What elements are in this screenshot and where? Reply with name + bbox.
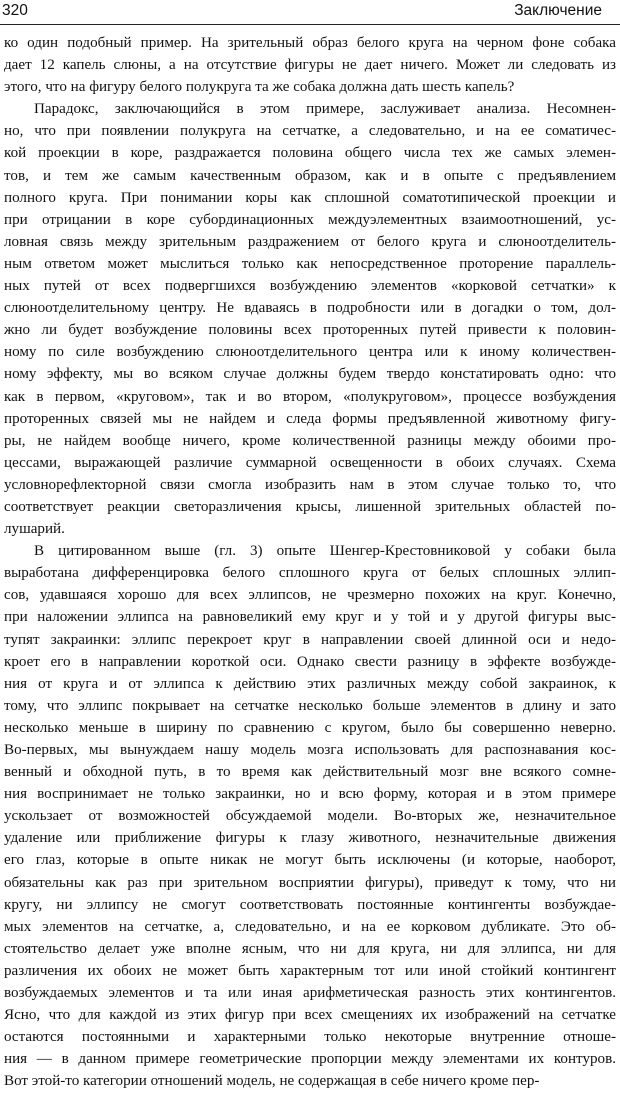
text-line: при наложении эллипса на равновеликий ему круг и у той и у другой фигуры выс- — [4, 609, 616, 626]
text-line: ных путей от всех подвергшихся возбуждению элементов «корковой сетчатки» к — [4, 278, 616, 295]
text-line: кой проекции в коре, раздражается половина общего числа тех же самых элемен- — [4, 145, 616, 162]
text-line: соответствует реакции светоразличения крысы, лишенной зрительных областей по- — [4, 498, 616, 515]
text-line: условнорефлекторной связи смогла изобразить нам в этом случае только то, что — [4, 476, 616, 493]
text-line: проторенных связей мы не найдем и следа формы предъявленной животному фигу- — [4, 410, 616, 427]
text-line: кроет его в направлении короткой оси. Однако свести разницу в эффекте возбужде- — [4, 653, 616, 670]
text-line: ры, не найдем вообще ничего, кроме количественной разницы между обоими про- — [4, 432, 616, 449]
running-head — [0, 0, 620, 25]
text-line: обязательны как раз при зрительном восприятии фигуры), приведут к тому, что ни — [4, 874, 616, 891]
text-line: тому, что эллипс покрывает на сетчатке несколько больше элементов в длину и зато — [4, 697, 616, 714]
paragraph — [4, 540, 616, 1092]
text-line: Во-первых, мы вынуждаем нашу модель мозга использовать для распознавания кос- — [4, 742, 616, 758]
text-line: Парадокс, заключающийся в этом примере, заслуживает анализа. Несомнен- — [34, 101, 616, 118]
text-line: кругу, ни эллипсу не смогут соответствовать постоянные контингенты возбуждае- — [4, 896, 616, 913]
text-line: удаление или приближение фигуры к глазу животного, незначительные движения — [4, 830, 616, 847]
text-line: ускользает от возможностей обсуждаемой модели. Во-вторых же, незначительное — [4, 808, 616, 825]
text-line: различения их обоих не может быть характерным тот или иной стойкий контингент — [4, 962, 616, 979]
text-line: при отрицании в коре субординационных междуэлементных взаимоотношений, ус- — [4, 211, 616, 228]
body-text — [4, 32, 616, 1093]
text-line: но, что при появлении полукруга на сетчатке, а следовательно, и на ее соматичес- — [4, 123, 616, 140]
text-line: венный и обходной путь, в то время как действительный мозг вне всякого сомне- — [4, 764, 616, 781]
text-line: как в первом, «круговом», так и во втором, «полукруговом», процессе возбуждения — [4, 388, 616, 405]
text-line: несколько меньше в ширину по сравнению с кругом, было бы совершенно неверно. — [4, 719, 616, 736]
text-line: тупят закраинки: эллипс перекроет круг в направлении своей длинной оси и недо- — [4, 631, 616, 648]
text-line: стоятельство делает уже вполне ясным, что ни для круга, ни для эллипса, ни для — [4, 940, 616, 957]
text-line: лушарий. — [4, 521, 65, 538]
text-line: ному эффекту, мы во всяком случае должны будем твердо констатировать одно: что — [4, 366, 616, 383]
section-title: Заключение — [514, 2, 602, 19]
text-line: остаются постоянными и характерными только некоторые внутренние отноше- — [4, 1029, 616, 1046]
text-line: ному по силе возбуждению слюноотделительного центра или к иному количествен- — [4, 344, 616, 361]
text-line: цессами, выражающей различие суммарной освещенности в обоих случаях. Схема — [4, 454, 616, 471]
text-line: Вот этой-то категории отношений модель, не содержащая в себе ничего кроме пер- — [4, 1073, 540, 1090]
text-line: тов, и тем же самым качественным образом, как и в опыте с предъявлением — [4, 167, 616, 184]
page-number: 320 — [2, 2, 28, 19]
text-line: ния от круга и от эллипса к действию этих различных между собой закраинок, к — [4, 675, 616, 692]
text-line: возбуждаемых элементов и та или иная арифметическая разность этих контингентов. — [4, 985, 616, 1002]
paragraph — [4, 98, 616, 540]
text-line: ным ответом может мыслиться только как непосредственное проторение параллель- — [4, 255, 616, 272]
text-line: слюноотделительному центру. Не вдаваясь в подробности или в догадки о том, дол- — [4, 300, 616, 317]
text-line: ко один подобный пример. На зрительный образ белого круга на черном фоне собака — [4, 35, 616, 51]
text-line: сов, удавшаяся хорошо для всех эллипсов, не чрезмерно похожих на круг. Конечно, — [4, 587, 616, 604]
text-line: жно ли будет возбуждение половины всех проторенных путей привести к половин- — [4, 322, 616, 339]
text-line: выработана дифференцировка белого сплошного круга от белых сплошных эллип- — [4, 565, 616, 582]
paragraph — [4, 32, 616, 98]
text-line: мых элементов на сетчатке, а, следовательно, и на ее корковом дубликате. Это об- — [4, 918, 616, 935]
text-line: ния — в данном примере геометрические пропорции между элементами их контуров. — [4, 1051, 616, 1068]
text-line: ловная связь между зрительным раздражением от белого круга и слюноотделитель- — [4, 233, 616, 250]
text-line: В цитированном выше (гл. 3) опыте Шенгер-Крестовниковой у собаки была — [34, 543, 616, 560]
text-line: Ясно, что для каждой из этих фигур при всех смещениях их изображений на сетчатке — [4, 1007, 616, 1024]
text-line: этого, что на фигуру белого полукруга та же собака должна дать шесть капель? — [4, 79, 515, 96]
text-line: его глаз, которые в опыте никак не могут быть исключены (и которые, наоборот, — [4, 852, 616, 869]
text-line: дает 12 капель слюны, а на отсутствие фигуры не дает ничего. Может ли следовать из — [4, 57, 616, 74]
text-line: ния воспринимает не только закраинки, но и всю форму, которая и в этом примере — [4, 786, 616, 803]
text-line: полного круга. При понимании коры как сплошной соматотипической проекции и — [4, 189, 616, 206]
